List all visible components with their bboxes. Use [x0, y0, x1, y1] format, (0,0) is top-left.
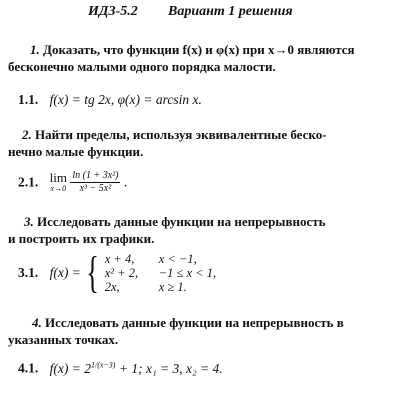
task-1-line-2: бесконечно малыми одного порядка малости. [8, 59, 276, 74]
item-1-1-number: 1.1. [18, 92, 39, 107]
fraction-denominator: x³ − 5x² [79, 183, 112, 194]
item-3-1-number: 3.1. [18, 265, 39, 280]
item-1-1 [18, 92, 202, 108]
task-2-text: Найти пределы, используя эквивалентные беско- [35, 127, 327, 142]
case-expression: x + 4, [104, 252, 135, 266]
document-title: ИДЗ-5.2 [88, 4, 138, 19]
task-4-number: 4. [32, 315, 42, 330]
case-expression: x² + 2, [104, 266, 139, 280]
task-3-line-2: и построить их графики. [8, 231, 155, 246]
left-brace: { [86, 248, 100, 297]
item-4-1-base: f(x) = 2 [49, 360, 91, 376]
item-3-1-lhs: f(x) = [49, 265, 81, 280]
task-2-line-2: нечно малые функции. [8, 144, 144, 159]
task-4-text: Исследовать данные функции на непрерывность в [45, 315, 344, 330]
case-row [105, 266, 216, 280]
case-condition: x < −1, [158, 252, 197, 266]
piecewise-cases [105, 252, 216, 294]
item-4-1-number: 4.1. [18, 360, 39, 376]
lim-word: lim [49, 169, 67, 185]
task-1-number: 1. [30, 42, 40, 57]
task-3-line-1 [24, 214, 326, 230]
case-condition: −1 ≤ x < 1, [158, 266, 217, 280]
item-1-1-formula: f(x) = tg 2x, φ(x) = arcsin x. [49, 92, 202, 107]
limit-operator [49, 169, 67, 194]
task-1-line-1 [30, 42, 355, 58]
task-2-number: 2. [22, 127, 32, 142]
task-4-line-1 [32, 315, 344, 331]
task-3-number: 3. [24, 214, 34, 229]
item-4-1-rest: + 1; x₁ = 3, x₂ = 4. [115, 360, 223, 376]
task-2-line-1 [22, 127, 327, 143]
item-4-1-formula [50, 361, 223, 376]
limit-fraction [70, 170, 120, 195]
item-2-1-number: 2.1. [18, 174, 39, 190]
item-2-1-end: . [123, 174, 128, 190]
item-3-1 [18, 248, 217, 297]
item-4-1 [18, 360, 223, 377]
task-3-text: Исследовать данные функции на непрерывность [37, 214, 326, 229]
case-row [105, 280, 216, 294]
task-4-line-2: указанных точках. [8, 332, 119, 347]
task-1-text: Доказать, что функции f(x) и φ(x) при x→0 являются [43, 42, 355, 57]
variant-title: Вариант 1 решения [168, 4, 293, 19]
lim-subscript: x→0 [50, 183, 67, 193]
case-expression: 2x, [104, 280, 120, 294]
item-2-1 [18, 170, 127, 195]
case-condition: x ≥ 1. [158, 280, 187, 294]
fraction-numerator: ln (1 + 3x²) [72, 170, 119, 181]
case-row [105, 252, 216, 266]
item-4-1-exponent: 1/(x−3) [90, 360, 116, 369]
